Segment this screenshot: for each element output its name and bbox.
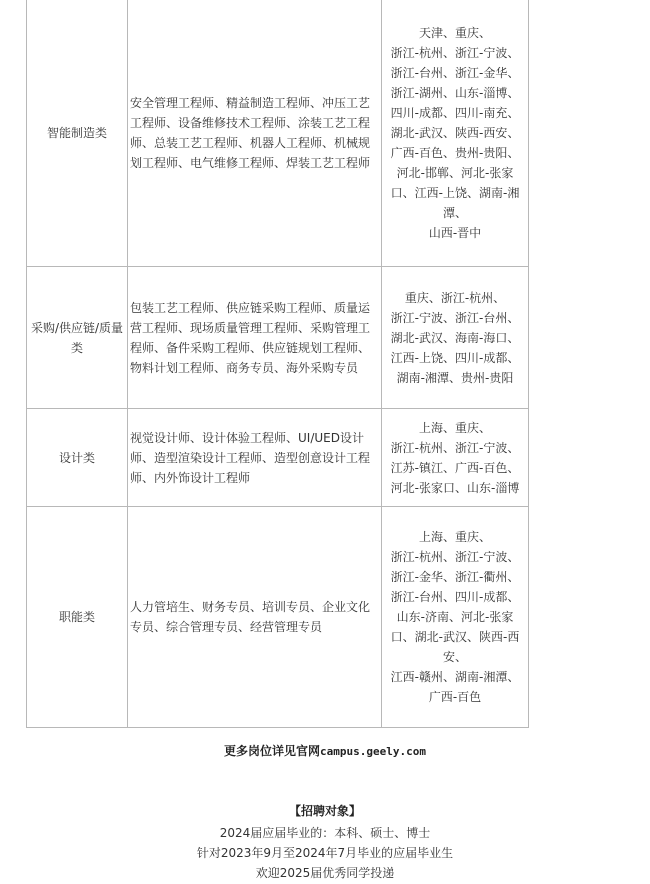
location-line: 四川-成都、四川-南充、 bbox=[390, 105, 520, 120]
location-line: 重庆、浙江-杭州、 bbox=[404, 290, 506, 305]
location-line: 安、 bbox=[442, 650, 467, 664]
location-line: 湖南-湘潭、贵州-贵阳 bbox=[396, 370, 514, 385]
job-locations-cell bbox=[382, 409, 529, 507]
location-line: 浙江-湖州、山东-淄博、 bbox=[390, 85, 520, 100]
location-line: 湖北-武汉、陕西-西安、 bbox=[390, 125, 520, 140]
recruitment-target-title: 【招聘对象】 bbox=[288, 804, 361, 818]
location-line: 广西-百色 bbox=[428, 690, 482, 704]
job-positions-cell: 安全管理工程师、精益制造工程师、冲压工艺工程师、设备维修技术工程师、涂装工艺工程师、总装工艺工程师、机器人工程师、机械规划工程师、电气维修工程师、焊装工艺工程师 bbox=[128, 0, 382, 267]
location-line: 江苏-镇江、广西-百色、 bbox=[390, 460, 520, 475]
job-locations-cell bbox=[382, 507, 529, 728]
more-positions-note bbox=[0, 742, 650, 759]
target-line-graduation-period: 针对2023年9月至2024年7月毕业的应届毕业生 bbox=[196, 846, 454, 860]
location-line: 浙江-金华、浙江-衢州、 bbox=[390, 570, 520, 584]
location-line: 广西-百色、贵州-贵阳、 bbox=[390, 145, 520, 160]
location-line: 浙江-宁波、浙江-台州、 bbox=[390, 310, 520, 325]
job-positions-cell: 人力管培生、财务专员、培训专员、企业文化专员、综合管理专员、经营管理专员 bbox=[128, 507, 382, 728]
location-line: 浙江-台州、浙江-金华、 bbox=[390, 65, 520, 80]
job-locations-cell bbox=[382, 267, 529, 409]
positions-table bbox=[26, 0, 529, 728]
target-line-graduates: 2024届应届毕业的：本科、硕士、博士 bbox=[219, 826, 431, 840]
location-line: 上海、重庆、 bbox=[418, 420, 491, 435]
job-positions-cell: 包装工艺工程师、供应链采购工程师、质量运营工程师、现场质量管理工程师、采购管理工程师、备件采购工程师、供应链规划工程师、物料计划工程师、商务专员、海外采购专员 bbox=[128, 267, 382, 409]
location-line: 河北-邯郸、河北-张家 bbox=[396, 165, 514, 180]
location-line: 口、江西-上饶、湖南-湘 bbox=[390, 185, 520, 200]
location-line: 潭、 bbox=[442, 205, 467, 220]
table-row bbox=[27, 409, 529, 507]
job-category-cell: 设计类 bbox=[27, 409, 128, 507]
job-positions-cell: 视觉设计师、设计体验工程师、UI/UED设计师、造型渲染设计工程师、造型创意设计工程师、内外饰设计工程师 bbox=[128, 409, 382, 507]
job-locations-cell bbox=[382, 0, 529, 267]
target-line-2025-welcome: 欢迎2025届优秀同学投递 bbox=[255, 866, 395, 880]
job-category-cell: 采购/供应链/质量类 bbox=[27, 267, 128, 409]
job-category-cell: 职能类 bbox=[27, 507, 128, 728]
more-positions-prefix: 更多岗位详见官网 bbox=[224, 744, 321, 758]
location-line: 江西-上饶、四川-成都、 bbox=[390, 350, 520, 365]
table-row bbox=[27, 507, 529, 728]
location-line: 浙江-杭州、浙江-宁波、 bbox=[390, 550, 520, 564]
location-line: 河北-张家口、山东-淄博 bbox=[390, 480, 520, 495]
location-line: 江西-赣州、湖南-湘潭、 bbox=[390, 670, 520, 684]
job-category-cell: 智能制造类 bbox=[27, 0, 128, 267]
positions-table-body bbox=[27, 0, 529, 728]
location-line: 浙江-杭州、浙江-宁波、 bbox=[390, 45, 520, 60]
location-line: 天津、重庆、 bbox=[418, 25, 491, 40]
location-line: 口、湖北-武汉、陕西-西 bbox=[390, 630, 520, 644]
location-line: 浙江-台州、四川-成都、 bbox=[390, 590, 520, 604]
location-line: 上海、重庆、 bbox=[418, 530, 491, 544]
location-line: 山西-晋中 bbox=[428, 225, 482, 240]
table-row bbox=[27, 0, 529, 267]
location-line: 浙江-杭州、浙江-宁波、 bbox=[390, 440, 520, 455]
table-row bbox=[27, 267, 529, 409]
location-line: 山东-济南、河北-张家 bbox=[396, 610, 514, 624]
official-site-link[interactable]: campus.geely.com bbox=[320, 745, 426, 758]
location-line: 湖北-武汉、海南-海口、 bbox=[390, 330, 520, 345]
